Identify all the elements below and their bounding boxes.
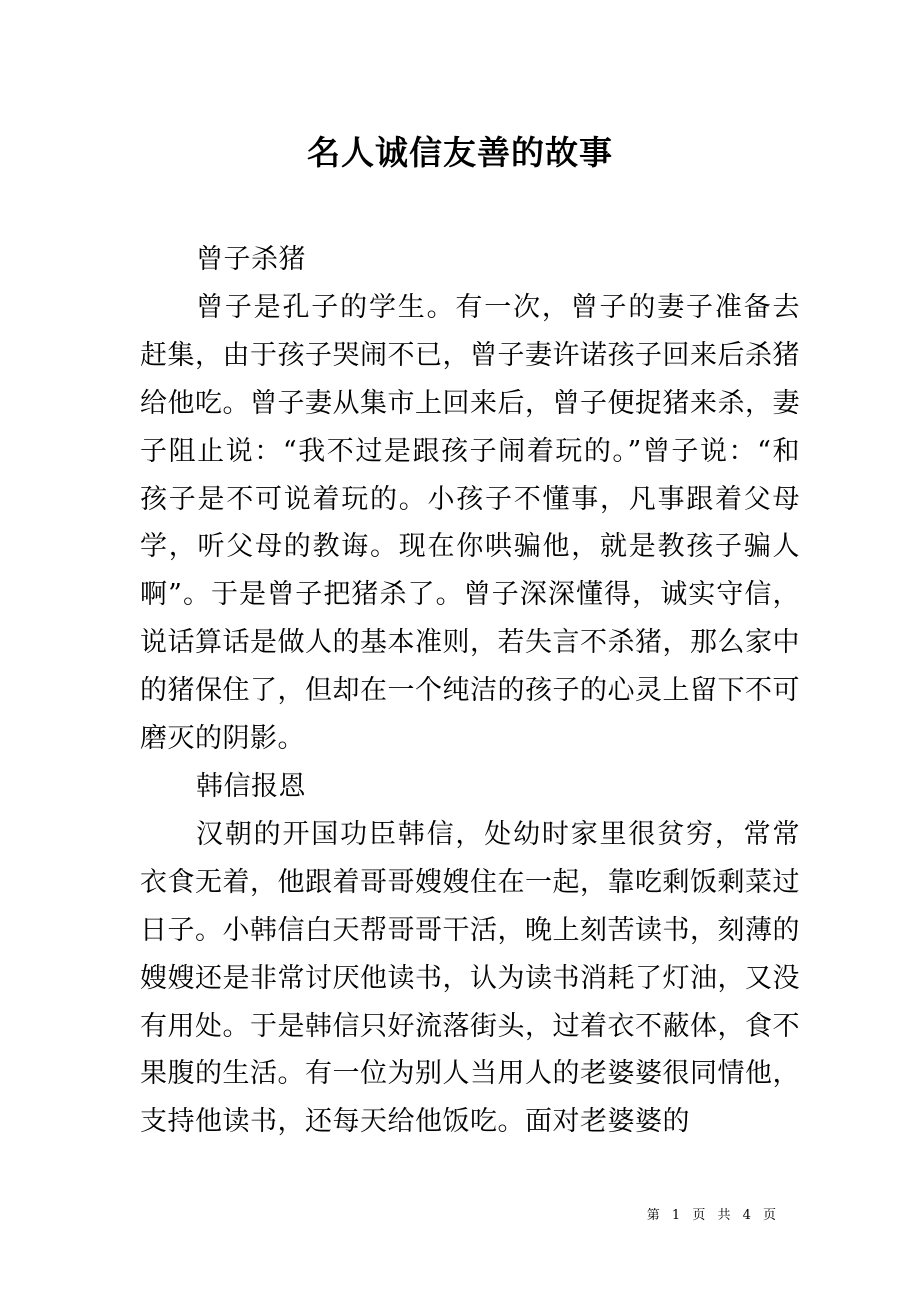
document-body — [140, 236, 800, 1146]
page-number-label: 第 1 页 共 4 页 — [646, 1208, 778, 1223]
document-title: 名人诚信友善的故事 — [307, 133, 613, 172]
paragraph-hanxin-story: 汉朝的开国功臣韩信，处幼时家里很贫穷，常常衣食无着，他跟着哥哥嫂嫂住在一起，靠吃剩饭剩菜过日子。小韩信白天帮哥哥干活，晚上刻苦读书，刻薄的嫂嫂还是非常讨厌他读书，认为读书消耗了灯油，又没有用处。于是韩信只好流落街头，过着衣不蔽体，食不果腹的生活。有一位为别人当用人的老婆婆很同情他，支持他读书，还每天给他饭吃。面对老婆婆的 — [140, 818, 800, 1138]
paragraph-zengzi-story: 曾子是孔子的学生。有一次，曾子的妻子准备去赶集，由于孩子哭闹不已，曾子妻许诺孩子回来后杀猪给他吃。曾子妻从集市上回来后，曾子便捉猪来杀，妻子阻止说：“我不过是跟孩子闹着玩的。”曾子说：“和孩子是不可说着玩的。小孩子不懂事，凡事跟着父母学，听父母的教诲。现在你哄骗他，就是教孩子骗人啊”。于是曾子把猪杀了。曾子深深懂得，诚实守信，说话算话是做人的基本准则，若失言不杀猪，那么家中的猪保住了，但却在一个纯洁的孩子的心灵上留下不可磨灭的阴影。 — [140, 291, 800, 755]
section-heading-zengzi: 曾子杀猪 — [196, 244, 306, 275]
section-heading-hanxin: 韩信报恩 — [196, 770, 306, 802]
page-number-footer — [647, 1206, 778, 1226]
